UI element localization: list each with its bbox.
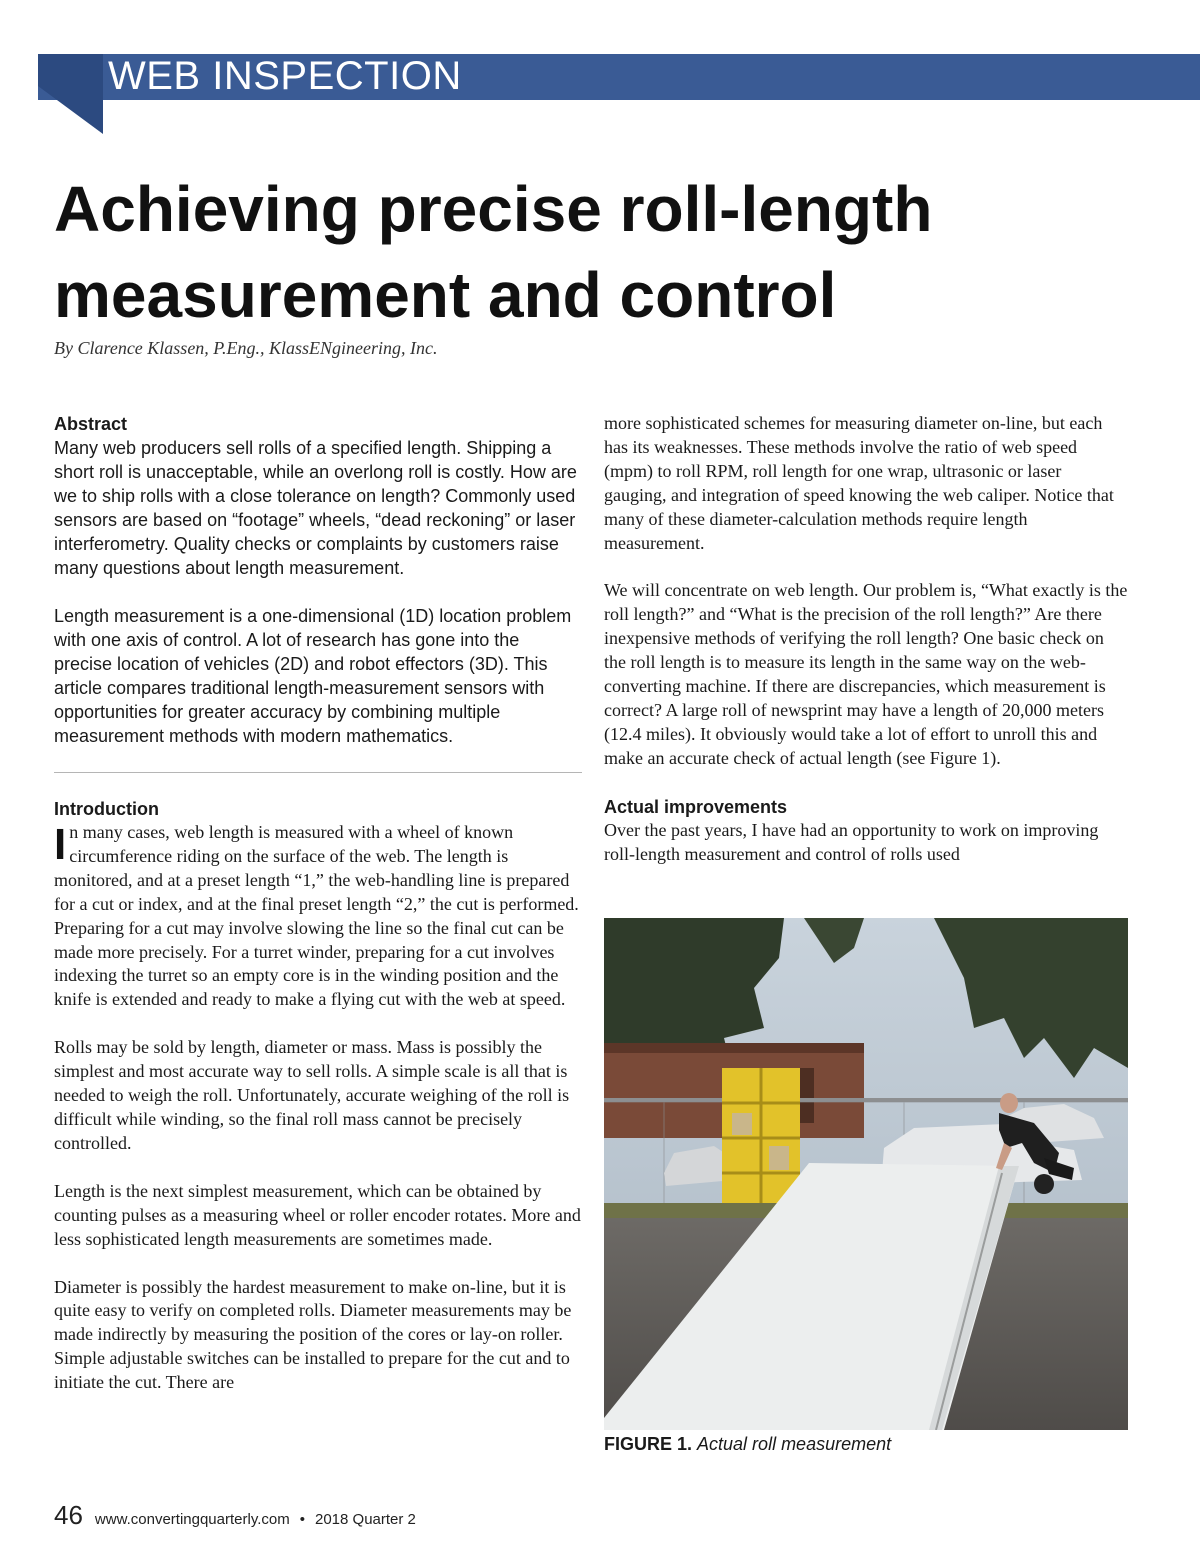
actual-improvements-heading: Actual improvements — [604, 796, 788, 817]
abstract-paragraph-1: Many web producers sell rolls of a specified length. Shipping a short roll is unacceptable, while an overlong roll is costly. How are we to ship rolls with a close tolerance on length? Commonly used sensors are based on “footage” wheels, “dead reckoning” or laser interferometry. Quality checks or complaints by customers raise many questions about length measurement. — [54, 438, 577, 578]
right-column — [604, 412, 1128, 867]
introduction-paragraph-2: Rolls may be sold by length, diameter or mass. Mass is possibly the simplest and most accurate way to sell rolls. A simple scale is all that is needed to weigh the roll. Unfortunately, accurate weighing of the roll is difficult while winding, so the final roll mass cannot be precisely controlled. — [54, 1037, 570, 1153]
right-paragraph-1: more sophisticated schemes for measuring diameter on-line, but each has its weaknesses. These methods involve the ratio of web speed (mpm) to roll RPM, roll length for one wrap, ultrasonic or laser gauging, and integration of speed knowing the web caliper. Notice that many of these diameter-calculation methods require length measurement. — [604, 413, 1114, 553]
footer-issue: 2018 Quarter 2 — [314, 1511, 416, 1528]
left-column — [54, 412, 582, 1395]
page-footer — [54, 1500, 416, 1540]
figure-caption-text: Actual roll measurement — [697, 1434, 892, 1454]
introduction-paragraph-4: Diameter is possibly the hardest measurement to make on-line, but it is quite easy to verify on completed rolls. Diameter measurements may be made indirectly by measuring the position of the cores or lay-on roller. Simple adjustable switches can be installed to prepare for the cut and to initiate the cut. There are — [54, 1276, 572, 1393]
right-paragraph-3: Over the past years, I have had an opportunity to work on improving roll-length measurement and control of rolls used — [604, 819, 1099, 864]
introduction-paragraph-3: Length is the next simplest measurement, which can be obtained by counting pulses as a measuring wheel or roller encoder rotates. More and less sophisticated length measurements are sometimes made. — [54, 1180, 581, 1249]
article-headline — [54, 166, 1154, 338]
figure-label: FIGURE 1. — [604, 1434, 693, 1454]
right-paragraph-2: We will concentrate on web length. Our problem is, “What exactly is the roll length?” and “What is the precision of the roll length?” Are there inexpensive methods of verifying the roll length? One basic check on the roll length is to measure its length in the same way on the web-converting machine. If there are discrepancies, which measurement is correct? A large roll of newsprint may have a length of 20,000 meters (12.4 miles). It obviously would take a lot of effort to unroll this and make an accurate check of actual length (see Figure 1). — [604, 580, 1128, 768]
page-number: 46 — [54, 1500, 83, 1530]
section-divider — [54, 772, 582, 773]
abstract-paragraph-2: Length measurement is a one-dimensional (1D) location problem with one axis of control. A lot of research has gone into the precise location of vehicles (2D) and robot effectors (3D). This article compares traditional length-measurement sensors with opportunities for greater accuracy by combining multiple measurement methods with modern mathematics. — [54, 606, 572, 746]
headline-line-1: Achieving precise roll-length — [54, 173, 933, 245]
drop-cap: I — [54, 820, 67, 869]
figure-1-photo — [604, 918, 1128, 1430]
figure-1-caption — [604, 1432, 891, 1456]
section-banner-title: WEB INSPECTION — [108, 54, 462, 98]
introduction-heading: Introduction — [54, 799, 159, 819]
abstract-heading: Abstract — [54, 414, 128, 434]
headline-line-2: measurement and control — [54, 259, 837, 331]
byline: By Clarence Klassen, P.Eng., KlassENgineering, Inc. — [54, 338, 438, 358]
introduction-paragraph-1 — [54, 821, 582, 1012]
footer-separator: • — [299, 1511, 305, 1528]
introduction-paragraph-1-text: n many cases, web length is measured with a wheel of known circumference riding on the surface of the web. The length is monitored, and at a preset length “1,” the web-handling line is prepared for a cut or index, and at the final preset length “2,” the cut is performed. Preparing for a cut may involve slowing the line so the final cut can be made more precisely. For a turret winder, preparing for a cut involves indexing the turret so an empty core is in the winding position and the knife is extended and ready to make a flying cut with the web at speed. — [54, 822, 579, 1010]
footer-website: www.convertingquarterly.com — [94, 1511, 290, 1528]
